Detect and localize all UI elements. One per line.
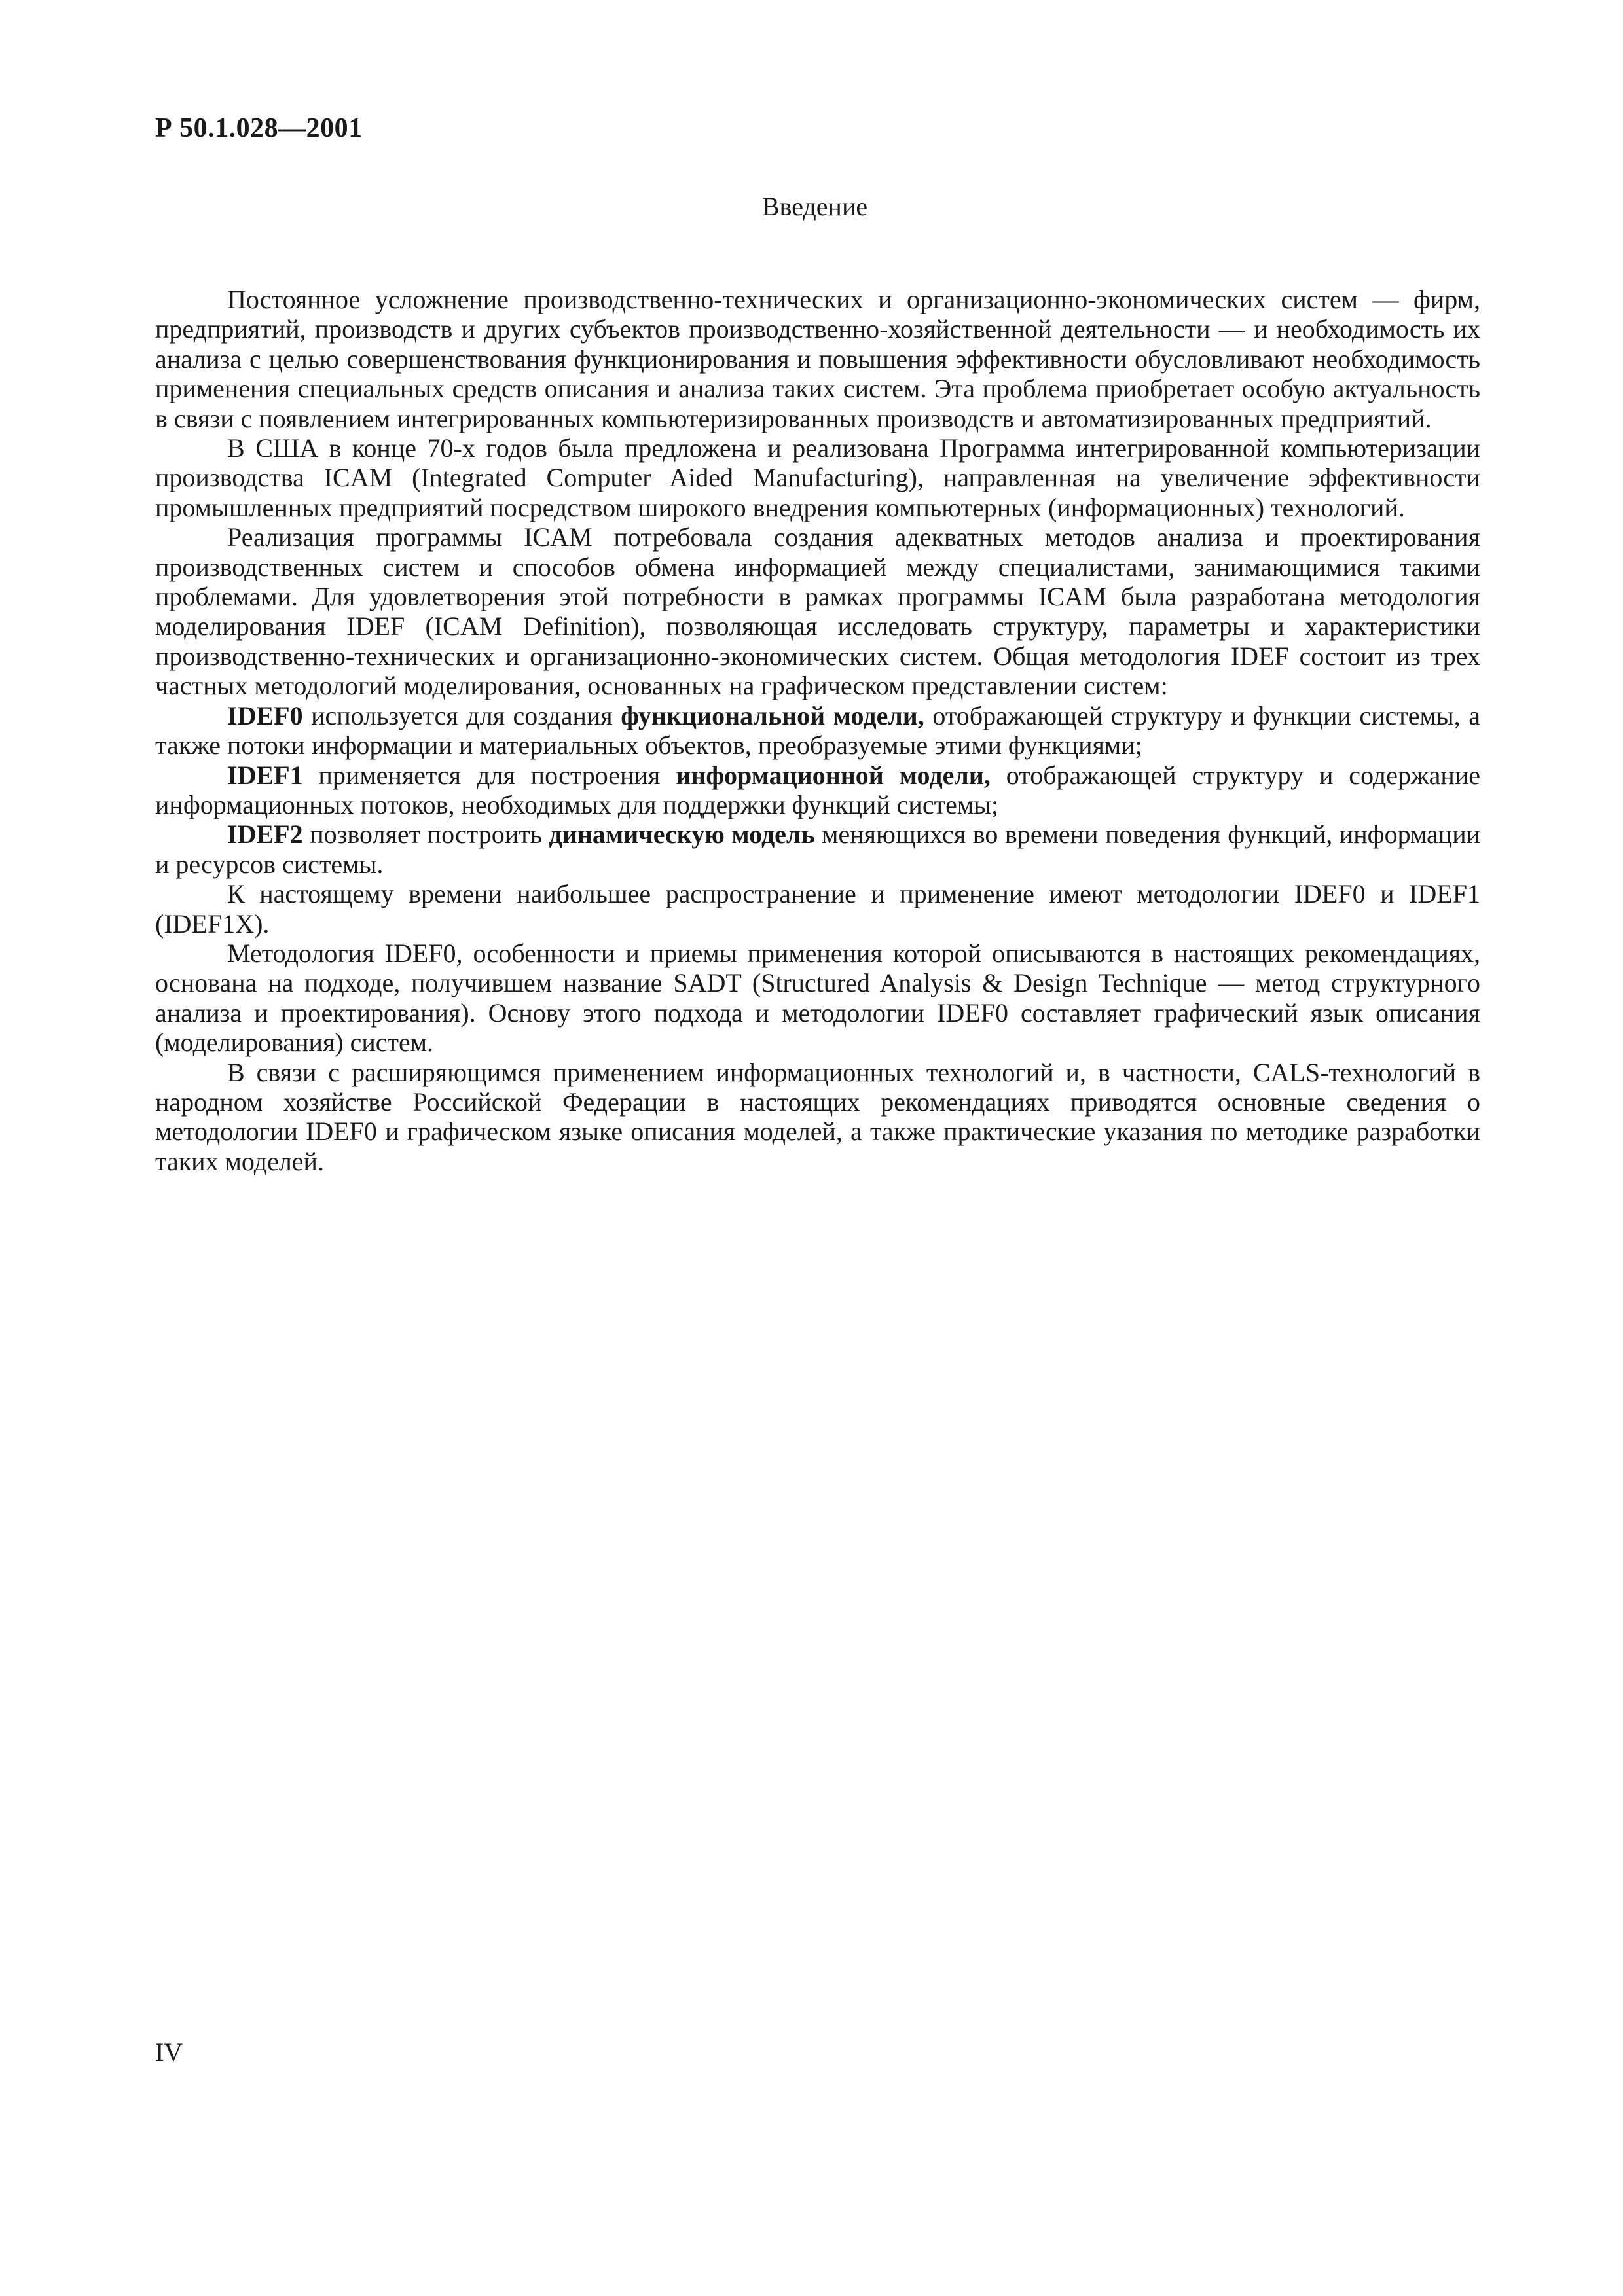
- term-idef0: IDEF0: [227, 700, 303, 730]
- term-idef1: IDEF1: [227, 760, 303, 790]
- paragraph-text: используется для создания: [302, 700, 621, 730]
- paragraph: В связи с расширяющимся применением информационных технологий и, в частности, CALS-технологий в народном хозяйстве Российской Федерации в настоящих рекомендациях приводятся основные сведения о методологии IDEF0 и графическом языке описания моделей, а также практические указания по методике разработки таких моделей.: [155, 1057, 1480, 1176]
- paragraph-text: позволяет построить: [302, 819, 549, 850]
- paragraph-idef2: [155, 819, 1480, 879]
- emphasis-dynamic-model: динамическую модель: [549, 819, 815, 850]
- emphasis-information-model: информационной модели,: [676, 760, 991, 790]
- paragraph-text: меняющихся во времени поведения функций, информации и ресурсов системы.: [155, 819, 1480, 879]
- paragraph: Постоянное усложнение производственно-технических и организационно-экономических систем — фирм, предприятий, производств и других субъектов производственно-хозяйственной деятельности — и необходимость их анализа с целью совершенствования функционирования и повышения эффективности обусловливают необходимость применения специальных средств описания и анализа таких систем. Эта проблема приобретает особую актуальность в связи с появлением интегрированных компьютеризированных производств и автоматизированных предприятий.: [155, 285, 1480, 433]
- paragraph-text: применяется для построения: [302, 760, 676, 790]
- paragraph-text: отображающей структуру и функции системы, а также потоки информации и материальных объектов, преобразуемые этими функциями;: [155, 700, 1480, 761]
- paragraph: К настоящему времени наибольшее распространение и применение имеют методологии IDEF0 и IDEF1 (IDEF1X).: [155, 879, 1480, 939]
- paragraph-idef0: [155, 701, 1480, 761]
- paragraph: Реализация программы ICAM потребовала создания адекватных методов анализа и проектирования производственных систем и способов обмена информацией между специалистами, занимающимися такими проблемами. Для удовлетворения этой потребности в рамках программы ICAM была разработана методология моделирования IDEF (ICAM Definition), позволяющая исследовать структуру, параметры и характеристики производственно-технических и организационно-экономических систем. Общая методология IDEF состоит из трех частных методологий моделирования, основанных на графическом представлении систем:: [155, 522, 1480, 701]
- introduction-body: [155, 285, 1480, 1176]
- paragraph-idef1: [155, 761, 1480, 820]
- page-number: IV: [155, 2037, 183, 2067]
- document-code: Р 50.1.028—2001: [155, 113, 363, 143]
- emphasis-functional-model: функциональной модели,: [621, 700, 924, 730]
- paragraph: Методология IDEF0, особенности и приемы применения которой описываются в настоящих рекомендациях, основана на подходе, получившем название SADT (Structured Analysis & Design Technique — метод структурного анализа и проектирования). Основу этого подхода и методологии IDEF0 составляет графический язык описания (моделирования) систем.: [155, 938, 1480, 1058]
- term-idef2: IDEF2: [227, 819, 303, 850]
- section-title: Введение: [761, 192, 868, 221]
- paragraph: В США в конце 70-х годов была предложена и реализована Программа интегрированной компьютеризации производства ICAM (Integrated Computer Aided Manufacturing), направленная на увеличение эффективности промышленных предприятий посредством широкого внедрения компьютерных (информационных) технологий.: [155, 433, 1480, 522]
- paragraph-text: отображающей структуру и содержание информационных потоков, необходимых для поддержки функций системы;: [155, 760, 1480, 819]
